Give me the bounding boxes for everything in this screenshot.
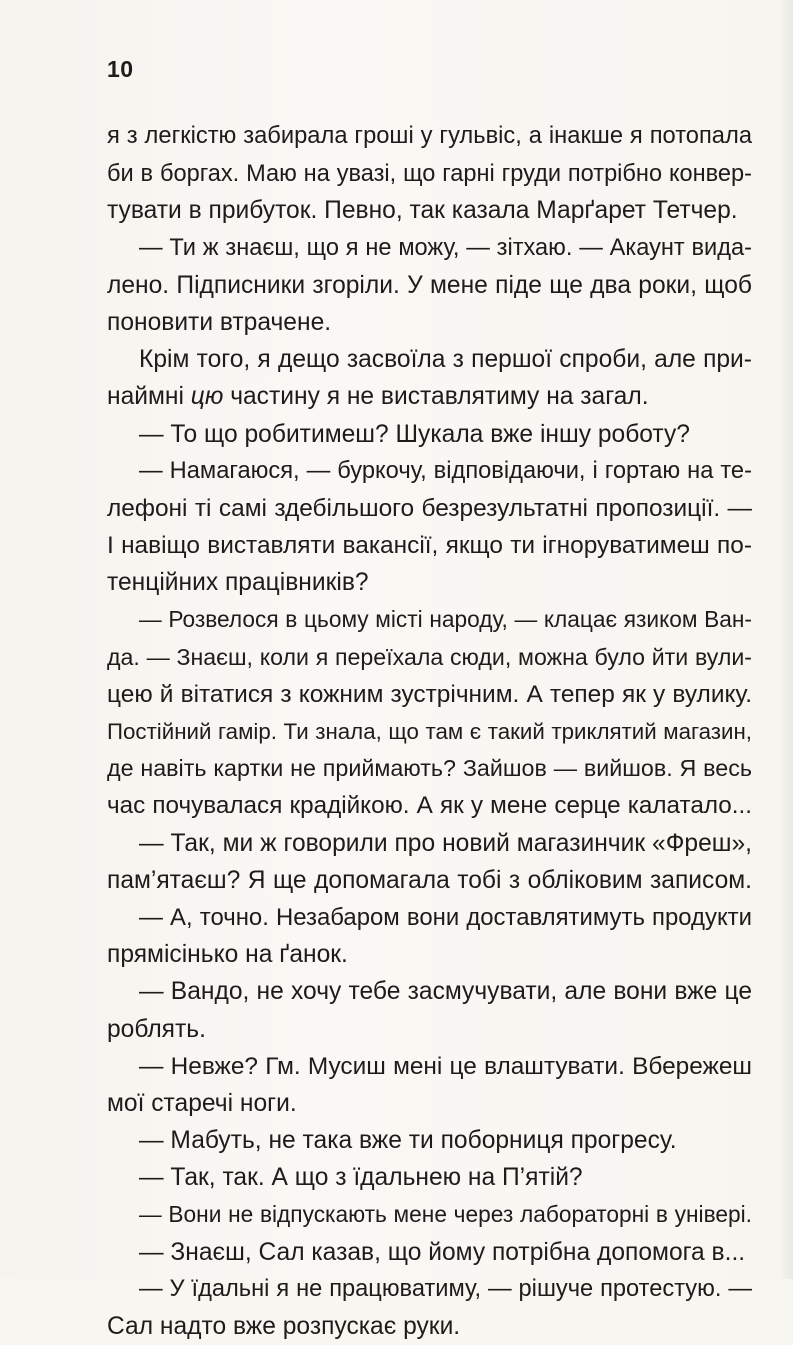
text-line: І навіщо виставляти вакансії, якщо ти ігноруватимеш по- <box>107 532 752 560</box>
text-line: де навіть картки не приймають? Зайшов — вийшов. Я весь <box>107 755 752 782</box>
text-line: би в боргах. Маю на увазі, що гарні груди потрібно конвер- <box>107 160 752 187</box>
page-edge-shadow <box>779 0 793 1279</box>
text-line: мої старечі ноги. <box>107 1089 297 1117</box>
text-line: — Ти ж знаєш, що я не можу, — зітхаю. — Акаунт вида- <box>139 234 752 261</box>
text-line: — Розвелося в цьому місті народу, — клацає язиком Ван- <box>139 606 752 633</box>
italic-word: цю <box>190 383 224 411</box>
text-line: Крім того, я дещо засвоїла з першої спроби, але при- <box>139 346 752 374</box>
text-line: — У їдальні я не працюватиму, — рішуче протестую. — <box>139 1275 752 1302</box>
text-line: цею й вітатися з кожним зустрічним. А тепер як у вулику. <box>107 680 752 708</box>
text-line: лефоні ті самі здебільшого безрезультатні пропозиції. — <box>107 494 752 522</box>
text-line: — Вони не відпускають мене через лабораторні в універі. <box>139 1201 752 1228</box>
text-line: Постійний гамір. Ти знала, що там є такий триклятий магазин, <box>107 719 752 744</box>
text-line: пам’ятаєш? Я ще допомагала тобі з обліковим записом. <box>107 866 752 894</box>
text-line: — Так, так. А що з їдальнею на П’ятій? <box>139 1164 583 1192</box>
text-line <box>107 378 752 415</box>
text-line: тенційних працівників? <box>107 569 369 597</box>
text-line: — Невже? Гм. Мусиш мені це влаштувати. Вбережеш <box>139 1052 752 1080</box>
text-fragment: частину я не виставлятиму на загал. <box>223 383 649 411</box>
text-line: — Вандо, не хочу тебе засмучувати, але вони вже це <box>139 978 752 1006</box>
text-line: — А, точно. Незабаром вони доставлятимуть продукти <box>139 903 752 931</box>
text-line: я з легкістю забирала гроші у гульвіс, а інакше я потопала <box>107 123 752 149</box>
text-line: роблять. <box>107 1015 206 1043</box>
text-line: — То що робитимеш? Шукала вже іншу роботу? <box>139 420 690 448</box>
text-line: поновити втрачене. <box>107 308 332 336</box>
text-line: Сал надто вже розпускає руки. <box>107 1313 461 1340</box>
text-line: лено. Підписники згоріли. У мене піде ще два роки, щоб <box>107 271 752 299</box>
text-line: — Так, ми ж говорили про новий магазинчик «Фреш», <box>139 829 752 857</box>
body-text <box>107 118 752 1345</box>
text-line: — Намагаюся, — буркочу, відповідаючи, і гортаю на те- <box>139 457 752 484</box>
text-fragment: наймні <box>107 383 191 411</box>
text-line: час почувалася крадійкою. А як у мене серце калатало... <box>107 792 752 820</box>
page-number: 10 <box>107 56 134 82</box>
text-line: — Знаєш, Сал казав, що йому потрібна допомога в... <box>139 1238 746 1266</box>
text-line: да. — Знаєш, коли я переїхала сюди, можна було йти вули- <box>107 643 752 670</box>
text-line: тувати в прибуток. Певно, так казала Марґарет Тетчер. <box>107 197 738 225</box>
text-line: прямісінько на ґанок. <box>107 941 348 969</box>
text-line: — Мабуть, не така вже ти поборниця прогресу. <box>139 1127 677 1155</box>
